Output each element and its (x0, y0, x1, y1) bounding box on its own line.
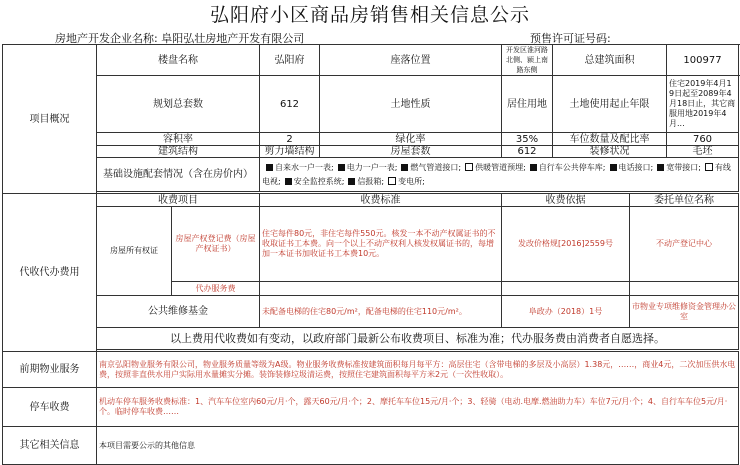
fee-standard: 住宅每件80元，非住宅每件550元。核发一本不动产权属证书的不收取证书工本费。向一个以上不动产权利人核发权属证书的，每增加一本证书加收证书工本费10元。 (260, 207, 502, 282)
facility-item (526, 163, 606, 172)
cell: 总建筑面积 (553, 45, 667, 76)
cell: 规划总套数 (97, 76, 260, 133)
checked-box-icon (266, 164, 273, 171)
cell: 剪力墙结构 (260, 146, 320, 158)
cell: 2 (260, 133, 320, 146)
fee-header: 收费依据 (502, 194, 630, 207)
checked-box-icon (338, 164, 345, 171)
fee-item: 公共维修基金 (97, 296, 260, 328)
page-title: 弘阳府小区商品房销售相关信息公示 (209, 4, 530, 26)
facility-label: 有线电视; (262, 162, 731, 186)
cell: 楼盘名称 (97, 45, 260, 76)
fee-note: 以上费用代收费如有变动，以政府部门最新公布收费项目、标准为准；代办服务费由消费者自愿选择。 (97, 328, 739, 350)
fee-header: 收费项目 (97, 194, 260, 207)
facility-label: 供暖管道预埋; (475, 162, 526, 172)
fee-header: 委托单位名称 (630, 194, 739, 207)
project-section-label: 项目概况 (3, 45, 97, 194)
fee-group: 房屋所有权证 (97, 207, 172, 296)
cell: 35% (502, 133, 553, 146)
checked-box-icon (530, 164, 537, 171)
unchecked-box-icon (705, 163, 713, 171)
property-label: 前期物业服务 (3, 352, 97, 388)
cell: 座落位置 (320, 45, 502, 76)
facility-label: 电力一户一表; (346, 162, 398, 172)
other-label: 其它相关信息 (3, 427, 97, 465)
checked-box-icon (657, 164, 664, 171)
facility-label: 安全监控系统; (293, 176, 345, 186)
facility-label: 基础设施配套情况（含在房价内） (97, 158, 260, 192)
facility-label: 宽带接口; (666, 162, 701, 172)
facility-label: 自行车公共停车库; (538, 162, 606, 172)
cell: 土地使用起止年限 (553, 76, 667, 133)
facility-item (653, 163, 701, 172)
cell: 100977 (667, 45, 739, 76)
unchecked-box-icon (465, 163, 473, 171)
fee-basis: 阜政办（2018）1号 (502, 296, 630, 328)
facility-item (334, 163, 398, 172)
cell: 开发区淮河路北侧、颍上南路东侧 (502, 45, 553, 76)
fee-header: 收费标准 (260, 194, 502, 207)
fees-section-label: 代收代办费用 (3, 194, 97, 352)
cell: 612 (502, 146, 553, 158)
cell: 毛坯 (667, 146, 739, 158)
cell: 绿化率 (320, 133, 502, 146)
cell: 612 (260, 76, 320, 133)
checked-box-icon (285, 178, 292, 185)
fee-basis: 发改价格规[2016]2559号 (502, 207, 630, 282)
checked-box-icon (401, 164, 408, 171)
facility-label: 电话接口; (618, 162, 654, 172)
developer-name: 阜阳弘壮房地产开发有限公司 (161, 32, 305, 45)
cell: 760 (667, 133, 739, 146)
facility-label: 变电所; (398, 176, 425, 186)
cell: 建筑结构 (97, 146, 260, 158)
developer-label: 房地产开发企业名称: (55, 32, 158, 45)
facility-label: 信报箱; (357, 176, 385, 186)
parking-label: 停车收费 (3, 388, 97, 427)
cell: 车位数量及配比率 (553, 133, 667, 146)
presale-label: 预售许可证号码: (530, 32, 611, 45)
facility-item (262, 163, 334, 172)
parking-text: 机动车停车服务收费标准：1、汽车车位室内60元/月·个，露天60元/月·个；2、摩托车车位15元/月·个；3、轻骑（电动.电摩.燃油助力车）车位7元/月·个；4、自行车车位5元/月·个。临时停车收费…… (97, 388, 739, 427)
facility-list (260, 158, 739, 192)
facility-item (281, 177, 345, 186)
property-text: 南京弘阳物业服务有限公司，物业服务质量等级为A级。物业服务收费标准按建筑面积每月每平方：高层住宅（含带电梯的多层及小高层）1.38元，……，商业4元，二次加压供水电费，按照非直供水用户实际用水量摊实分摊。装饰装修垃圾清运费，按照住宅建筑面积每平方米2元（一次性收取）。 (97, 352, 739, 388)
disclosure-table (2, 44, 739, 465)
facility-item (461, 163, 526, 172)
cell: 容积率 (97, 133, 260, 146)
unchecked-box-icon (388, 177, 396, 185)
cell: 居住用地 (502, 76, 553, 133)
facility-item (606, 163, 654, 172)
cell: 房屋套数 (320, 146, 502, 158)
fee-item: 代办服务费 (172, 282, 260, 296)
fee-item: 房屋产权登记费（房屋产权证书） (172, 207, 260, 282)
facility-label: 燃气管道接口; (410, 162, 462, 172)
facility-label: 自来水一户一表; (275, 162, 334, 172)
other-text: 本项目需要公示的其他信息 (97, 427, 739, 465)
sub-header (0, 30, 740, 44)
cell: 住宅2019年4月19日起至2089年4月18日止，其它商服用地2019年4月... (667, 76, 739, 133)
cell: 土地性质 (320, 76, 502, 133)
fee-standard: 未配备电梯的住宅80元/m²，配备电梯的住宅110元/m²。 (260, 296, 502, 328)
facility-item (397, 163, 461, 172)
cell: 装修状况 (553, 146, 667, 158)
fee-unit: 市物业专项维修资金管理办公室 (630, 296, 739, 328)
facility-item (344, 177, 384, 186)
facility-item (384, 177, 425, 186)
checked-box-icon (610, 164, 617, 171)
checked-box-icon (348, 178, 355, 185)
fee-unit: 不动产登记中心 (630, 207, 739, 282)
cell: 弘阳府 (260, 45, 320, 76)
